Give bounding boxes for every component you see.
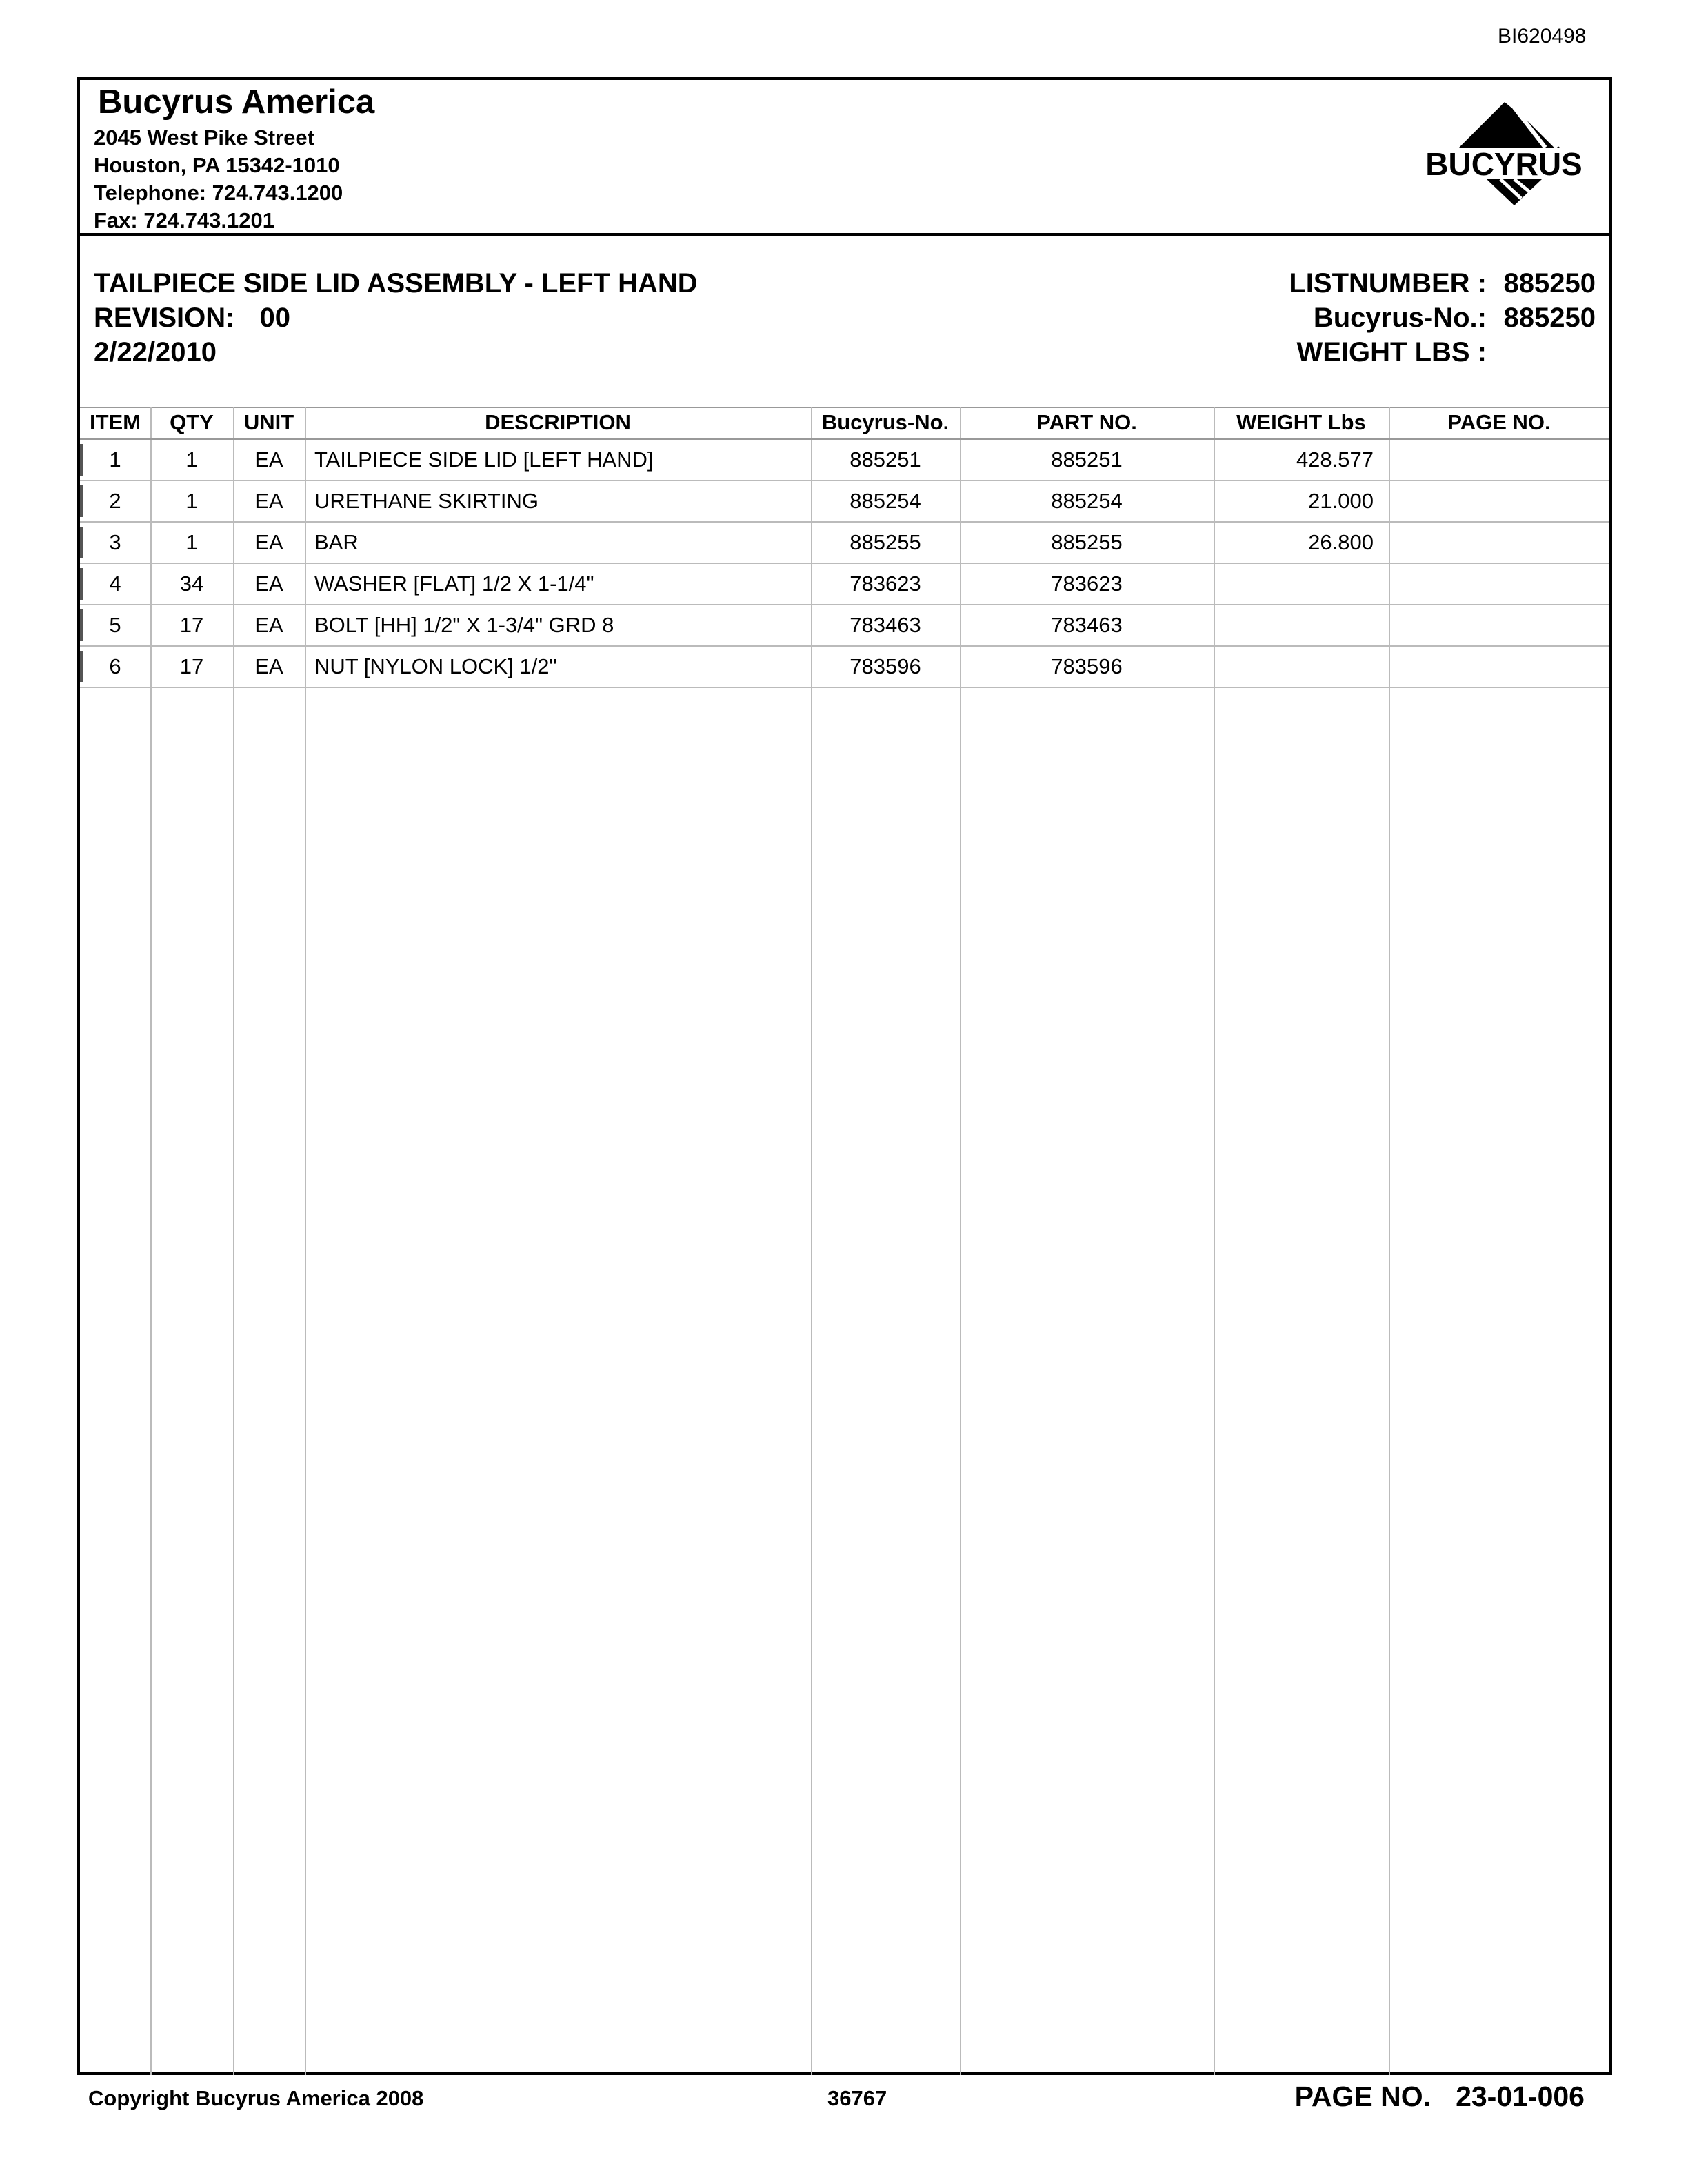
listnumber-label: LISTNUMBER :	[1289, 268, 1487, 299]
assembly-title: TAILPIECE SIDE LID ASSEMBLY - LEFT HAND	[94, 268, 698, 299]
footer-copyright: Copyright Bucyrus America 2008	[88, 2086, 424, 2110]
header-unit: UNIT	[243, 410, 294, 434]
assembly-date: 2/22/2010	[94, 337, 217, 367]
company-telephone: Telephone: 724.743.1200	[94, 181, 343, 205]
cell-part-no: 885255	[1051, 530, 1123, 554]
cell-weight: 26.800	[1308, 530, 1374, 554]
header-description: DESCRIPTION	[485, 410, 631, 434]
cell-weight: 428.577	[1296, 447, 1374, 472]
weight-label: WEIGHT LBS :	[1296, 337, 1487, 367]
cell-description: BOLT [HH] 1/2" X 1-3/4" GRD 8	[314, 613, 614, 637]
table-row	[80, 440, 1609, 481]
header-part-no: PART NO.	[1036, 410, 1137, 434]
company-fax: Fax: 724.743.1201	[94, 208, 274, 232]
cell-qty: 17	[179, 613, 204, 637]
cell-page-no	[1389, 605, 1609, 645]
list-info-block	[1289, 266, 1596, 370]
bucyrus-no-value: 885250	[1503, 303, 1596, 333]
cell-unit: EA	[254, 572, 283, 596]
document-frame	[77, 77, 1612, 2075]
listnumber-value: 885250	[1503, 268, 1596, 299]
logo-text: BUCYRUS	[1425, 146, 1582, 182]
cell-bucyrus-no: 783463	[850, 613, 921, 637]
header-qty: QTY	[170, 410, 214, 434]
cell-qty: 17	[179, 654, 204, 678]
cell-page-no	[1389, 440, 1609, 480]
cell-qty: 1	[185, 447, 198, 472]
cell-weight	[1214, 605, 1374, 645]
row-divider	[80, 687, 1609, 688]
company-block	[94, 80, 374, 234]
cell-item: 2	[109, 489, 121, 513]
revision-value: 00	[259, 303, 290, 333]
cell-page-no	[1389, 523, 1609, 563]
cell-bucyrus-no: 885255	[850, 530, 921, 554]
table-row	[80, 481, 1609, 523]
cell-bucyrus-no: 885251	[850, 447, 921, 472]
cell-bucyrus-no: 783623	[850, 572, 921, 596]
cell-qty: 34	[179, 572, 204, 596]
header-bucyrus-no: Bucyrus-No.	[821, 410, 950, 434]
cell-page-no	[1389, 647, 1609, 687]
footer-page-value: 23-01-006	[1456, 2081, 1585, 2112]
footer-code: 36767	[827, 2086, 887, 2110]
cell-weight	[1214, 647, 1374, 687]
cell-item: 6	[109, 654, 121, 678]
cell-unit: EA	[254, 530, 283, 554]
cell-part-no: 783463	[1051, 613, 1123, 637]
cell-description: URETHANE SKIRTING	[314, 489, 539, 513]
cell-qty: 1	[185, 489, 198, 513]
footer-page-label: PAGE NO.	[1294, 2081, 1431, 2112]
company-address-line2: Houston, PA 15342-1010	[94, 153, 340, 177]
cell-item: 5	[109, 613, 121, 637]
company-address-line1: 2045 West Pike Street	[94, 125, 314, 150]
cell-unit: EA	[254, 613, 283, 637]
cell-page-no	[1389, 481, 1609, 521]
header-item: ITEM	[89, 410, 141, 434]
cell-item: 1	[109, 447, 121, 472]
cell-description: WASHER [FLAT] 1/2 X 1-1/4"	[314, 572, 594, 596]
header-divider	[80, 233, 1609, 236]
header-weight: WEIGHT Lbs	[1236, 410, 1366, 434]
cell-qty: 1	[185, 530, 198, 554]
revision-label: REVISION:	[94, 303, 235, 333]
cell-description: NUT [NYLON LOCK] 1/2"	[314, 654, 557, 678]
table-row	[80, 523, 1609, 564]
header-page-no: PAGE NO.	[1447, 410, 1551, 434]
cell-bucyrus-no: 885254	[850, 489, 921, 513]
cell-item: 4	[109, 572, 121, 596]
company-name: Bucyrus America	[98, 83, 375, 121]
cell-weight: 21.000	[1308, 489, 1374, 513]
cell-unit: EA	[254, 447, 283, 472]
cell-part-no: 885251	[1051, 447, 1123, 472]
cell-part-no: 783596	[1051, 654, 1123, 678]
bucyrus-logo	[1404, 94, 1604, 215]
cell-part-no: 885254	[1051, 489, 1123, 513]
table-row	[80, 605, 1609, 647]
cell-weight	[1214, 564, 1374, 604]
assembly-title-block	[94, 266, 698, 370]
cell-bucyrus-no: 783596	[850, 654, 921, 678]
cell-unit: EA	[254, 654, 283, 678]
cell-part-no: 783623	[1051, 572, 1123, 596]
cell-description: BAR	[314, 530, 359, 554]
cell-page-no	[1389, 564, 1609, 604]
cell-unit: EA	[254, 489, 283, 513]
document-id: BI620498	[1498, 25, 1587, 48]
bucyrus-no-label: Bucyrus-No.:	[1313, 303, 1487, 333]
cell-item: 3	[109, 530, 121, 554]
footer-page-number	[1295, 2081, 1585, 2113]
table-row	[80, 647, 1609, 688]
table-row	[80, 564, 1609, 605]
parts-table	[80, 407, 1609, 2075]
cell-description: TAILPIECE SIDE LID [LEFT HAND]	[314, 447, 654, 472]
